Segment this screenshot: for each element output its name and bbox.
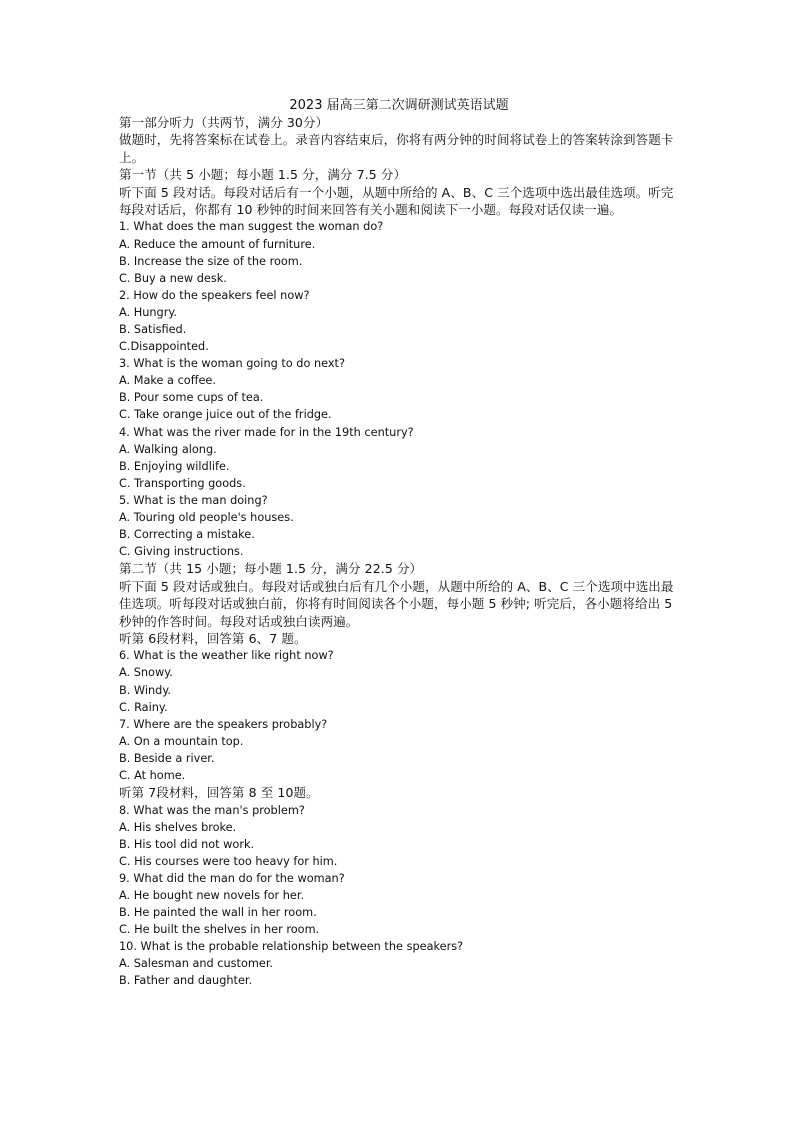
question-3-option-b: B. Pour some cups of tea. bbox=[119, 391, 264, 405]
material-6-instruction: 听第 6段材料，回答第 6、7 题。 bbox=[119, 630, 307, 646]
question-6-option-b: B. Windy. bbox=[119, 683, 171, 697]
question-8-option-b: B. His tool did not work. bbox=[119, 837, 255, 851]
question-9-option-b: B. He painted the wall in her room. bbox=[119, 906, 317, 920]
material-7-instruction: 听第 7段材料，回答第 8 至 10题。 bbox=[119, 785, 319, 801]
question-5: 5. What is the man doing? bbox=[119, 493, 268, 507]
question-4-option-a: A. Walking along. bbox=[119, 442, 217, 456]
question-9-option-c: C. He built the shelves in her room. bbox=[119, 923, 320, 937]
question-4-option-c: C. Transporting goods. bbox=[119, 476, 246, 490]
section1-instruction: 听下面 5 段对话。每段对话后有一个小题，从题中所给的 A、B、C 三个选项中选出最佳选项。听完每段对话后，你都有 10 秒钟的时间来回答有关小题和阅读下一小题。每段对话仅读一遍。 bbox=[119, 184, 674, 218]
question-8-option-c: C. His courses were too heavy for him. bbox=[119, 854, 338, 868]
question-1: 1. What does the man suggest the woman do? bbox=[119, 220, 384, 234]
question-5-option-b: B. Correcting a mistake. bbox=[119, 528, 255, 542]
question-6-option-a: A. Snowy. bbox=[119, 666, 173, 680]
section2-heading: 第二节（共 15 小题；每小题 1.5 分，满分 22.5 分） bbox=[119, 561, 423, 577]
question-5-option-a: A. Touring old people's houses. bbox=[119, 511, 294, 525]
question-8-option-a: A. His shelves broke. bbox=[119, 820, 237, 834]
part1-heading: 第一部分听力（共两节，满分 30分） bbox=[119, 115, 329, 130]
part1-instruction: 做题时，先将答案标在试卷上。录音内容结束后，你将有两分钟的时间将试卷上的答案转涂到答题卡上。 bbox=[119, 132, 674, 165]
question-6: 6. What is the weather like right now? bbox=[119, 649, 334, 663]
question-7-option-c: C. At home. bbox=[119, 769, 186, 782]
question-2: 2. How do the speakers feel now? bbox=[119, 288, 310, 302]
question-3: 3. What is the woman going to do next? bbox=[119, 357, 345, 371]
question-9-option-a: A. He bought new novels for her. bbox=[119, 888, 305, 902]
question-2-option-b: B. Satisfied. bbox=[119, 323, 187, 336]
document-title: 2023 届高三第二次调研测试英语试题 bbox=[289, 98, 509, 113]
question-7-option-a: A. On a mountain top. bbox=[119, 734, 244, 748]
question-6-option-c: C. Rainy. bbox=[119, 700, 168, 714]
question-2-option-c: C.Disappointed. bbox=[119, 340, 209, 354]
question-1-option-c: C. Buy a new desk. bbox=[119, 271, 227, 285]
section1-heading: 第一节（共 5 小题；每小题 1.5 分，满分 7.5 分） bbox=[119, 167, 407, 183]
question-10-option-a: A. Salesman and customer. bbox=[119, 957, 274, 971]
question-1-option-b: B. Increase the size of the room. bbox=[119, 254, 303, 268]
question-10: 10. What is the probable relationship between the speakers? bbox=[119, 940, 464, 954]
question-8: 8. What was the man's problem? bbox=[119, 803, 305, 817]
question-7: 7. Where are the speakers probably? bbox=[119, 717, 328, 731]
question-7-option-b: B. Beside a river. bbox=[119, 751, 215, 765]
section2-instruction: 听下面 5 段对话或独白。每段对话或独白后有几个小题，从题中所给的 A、B、C 三个选项中选出最佳选项。听每段对话或独白前，你将有时间阅读各个小题，每小题 5 秒钟; 听完后，各小题将给出 5 秒钟的作答时间。每段对话或独白读两遍。 bbox=[119, 578, 674, 629]
question-2-option-a: A. Hungry. bbox=[119, 305, 178, 319]
question-3-option-c: C. Take orange juice out of the fridge. bbox=[119, 408, 332, 422]
question-4-option-b: B. Enjoying wildlife. bbox=[119, 459, 230, 473]
question-1-option-a: A. Reduce the amount of furniture. bbox=[119, 237, 316, 251]
question-5-option-c: C. Giving instructions. bbox=[119, 545, 244, 559]
question-9: 9. What did the man do for the woman? bbox=[119, 871, 345, 885]
question-3-option-a: A. Make a coffee. bbox=[119, 374, 216, 388]
question-4: 4. What was the river made for in the 19th century? bbox=[119, 425, 414, 439]
question-10-option-b: B. Father and daughter. bbox=[119, 974, 253, 988]
document-body bbox=[119, 97, 679, 990]
